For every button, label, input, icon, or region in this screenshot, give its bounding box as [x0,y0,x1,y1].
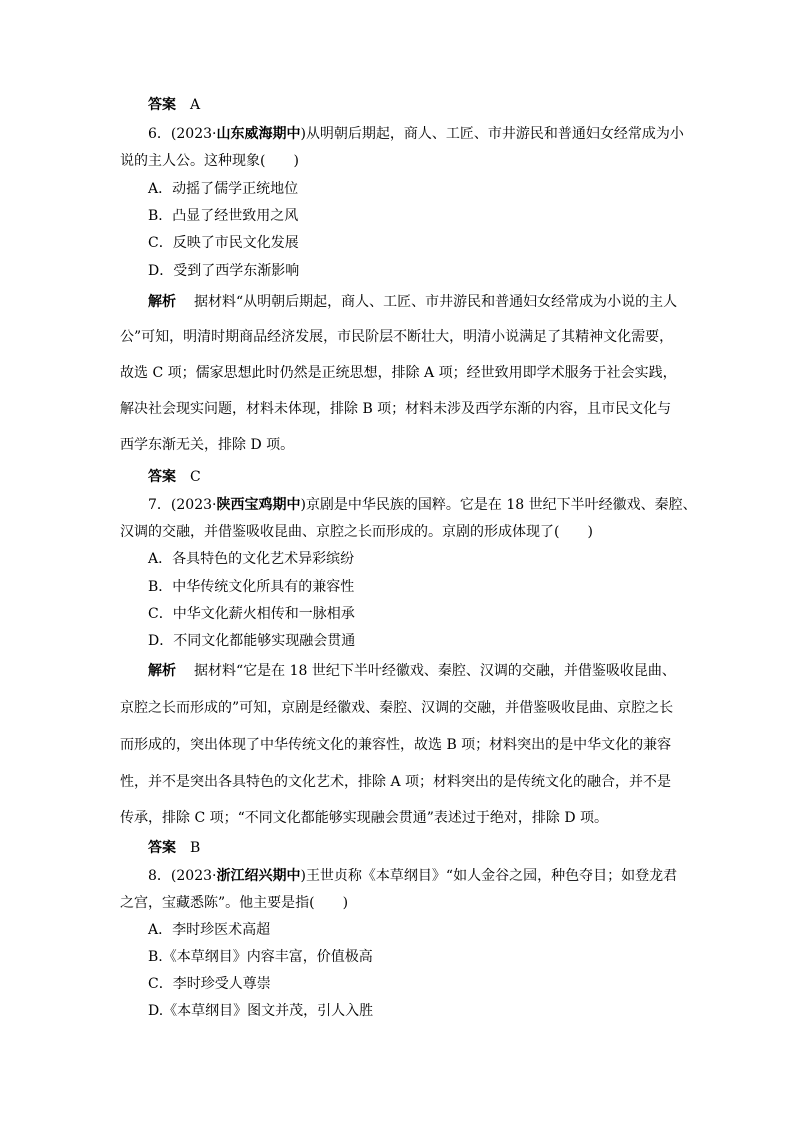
q7-option-b: B．中华传统文化所具有的兼容性 [148,579,355,595]
answer-line-q5 [148,95,200,115]
q6-option-a: A．动摇了儒学正统地位 [148,181,299,197]
answer-line-q7 [148,838,200,858]
q6-analysis-line-3: 故选 C 项；儒家思想此时仍然是正统思想，排除 A 项；经世致用即学术服务于社会实践， [120,365,677,381]
question-number: 6．( [148,126,177,142]
answer-label: 答案 [148,469,176,485]
question-stem: 从明朝后期起，商人、工匠、市井游民和普通妇女经常成为小 [305,126,684,142]
question-source: 2023·山东威海期中 [176,126,301,142]
q7-option-d: D．不同文化都能够实现融会贯通 [148,633,356,649]
q7-option-a: A．各具特色的文化艺术异彩缤纷 [148,551,355,567]
answer-value: C [190,469,201,485]
q7-option-c: C．中华文化薪火相传和一脉相承 [148,606,355,622]
q8-option-d: D.《本草纲目》图文并茂，引人入胜 [148,1003,374,1019]
q6-option-d: D．受到了西学东渐影响 [148,263,300,279]
q8-option-b: B.《本草纲目》内容丰富，价值极高 [148,949,373,965]
answer-line-q6 [148,467,201,487]
q7-analysis-line-1: 解析 据材料“它是在 18 世纪下半叶经徽戏、秦腔、汉调的交融，并借鉴吸收昆曲、 [148,663,676,679]
analysis-label: 解析 [148,294,176,310]
question-stem: 京剧是中华民族的国粹。它是在 18 世纪下半叶经徽戏、秦腔、 [305,497,697,513]
answer-value: A [190,97,201,113]
question-source: 2023·浙江绍兴期中 [176,868,301,884]
question-number: 8．( [148,868,177,884]
q7-analysis-line-5: 传承，排除 C 项；“不同文化都能够实现融会贯通”表述过于绝对，排除 D 项。 [120,810,609,826]
q7-analysis-line-3: 而形成的，突出体现了中华传统文化的兼容性，故选 B 项；材料突出的是中华文化的兼容 [120,737,672,753]
question-7-line-1 [148,495,697,515]
question-6-line-2: 说的主人公。这种现象( ) [120,153,299,169]
source-close: ) [300,126,306,142]
analysis-label: 解析 [148,663,176,679]
q6-analysis-line-1: 解析 据材料“从明朝后期起，商人、工匠、市井游民和普通妇女经常成为小说的主人 [148,294,678,310]
q6-analysis-line-5: 西学东渐无关，排除 D 项。 [120,437,295,453]
question-8-line-1 [148,866,677,886]
q6-option-c: C．反映了市民文化发展 [148,235,299,251]
q7-analysis-line-4: 性，并不是突出各具特色的文化艺术，排除 A 项；材料突出的是传统文化的融合，并不是 [120,774,672,790]
q7-analysis-line-2: 京腔之长而形成的”可知，京剧是经徽戏、秦腔、汉调的交融，并借鉴吸收昆曲、京腔之长 [120,700,674,716]
q6-analysis-line-2: 公”可知，明清时期商品经济发展，市民阶层不断壮大，明清小说满足了其精神文化需要， [120,329,674,345]
question-8-line-2: 之宫，宝藏悉陈”。他主要是指( ) [120,895,349,911]
answer-value: B [190,840,201,856]
question-number: 7．( [148,497,177,513]
q8-option-c: C．李时珍受人尊崇 [148,976,271,992]
question-7-line-2: 汉调的交融，并借鉴吸收昆曲、京腔之长而形成的。京剧的形成体现了( ) [120,524,593,540]
question-stem: 王世贞称《本草纲目》“如人金谷之园，种色夺目；如登龙君 [305,868,678,884]
source-close: ) [300,868,306,884]
answer-label: 答案 [148,840,176,856]
question-source: 2023·陕西宝鸡期中 [176,497,301,513]
answer-label: 答案 [148,97,176,113]
q6-analysis-line-4: 解决社会现实问题，材料未体现，排除 B 项；材料未涉及西学东渐的内容，且市民文化与 [120,401,672,417]
q8-option-a: A．李时珍医术高超 [148,922,271,938]
question-6-line-1 [148,124,684,144]
q6-option-b: B．凸显了经世致用之风 [148,208,299,224]
source-close: ) [300,497,306,513]
